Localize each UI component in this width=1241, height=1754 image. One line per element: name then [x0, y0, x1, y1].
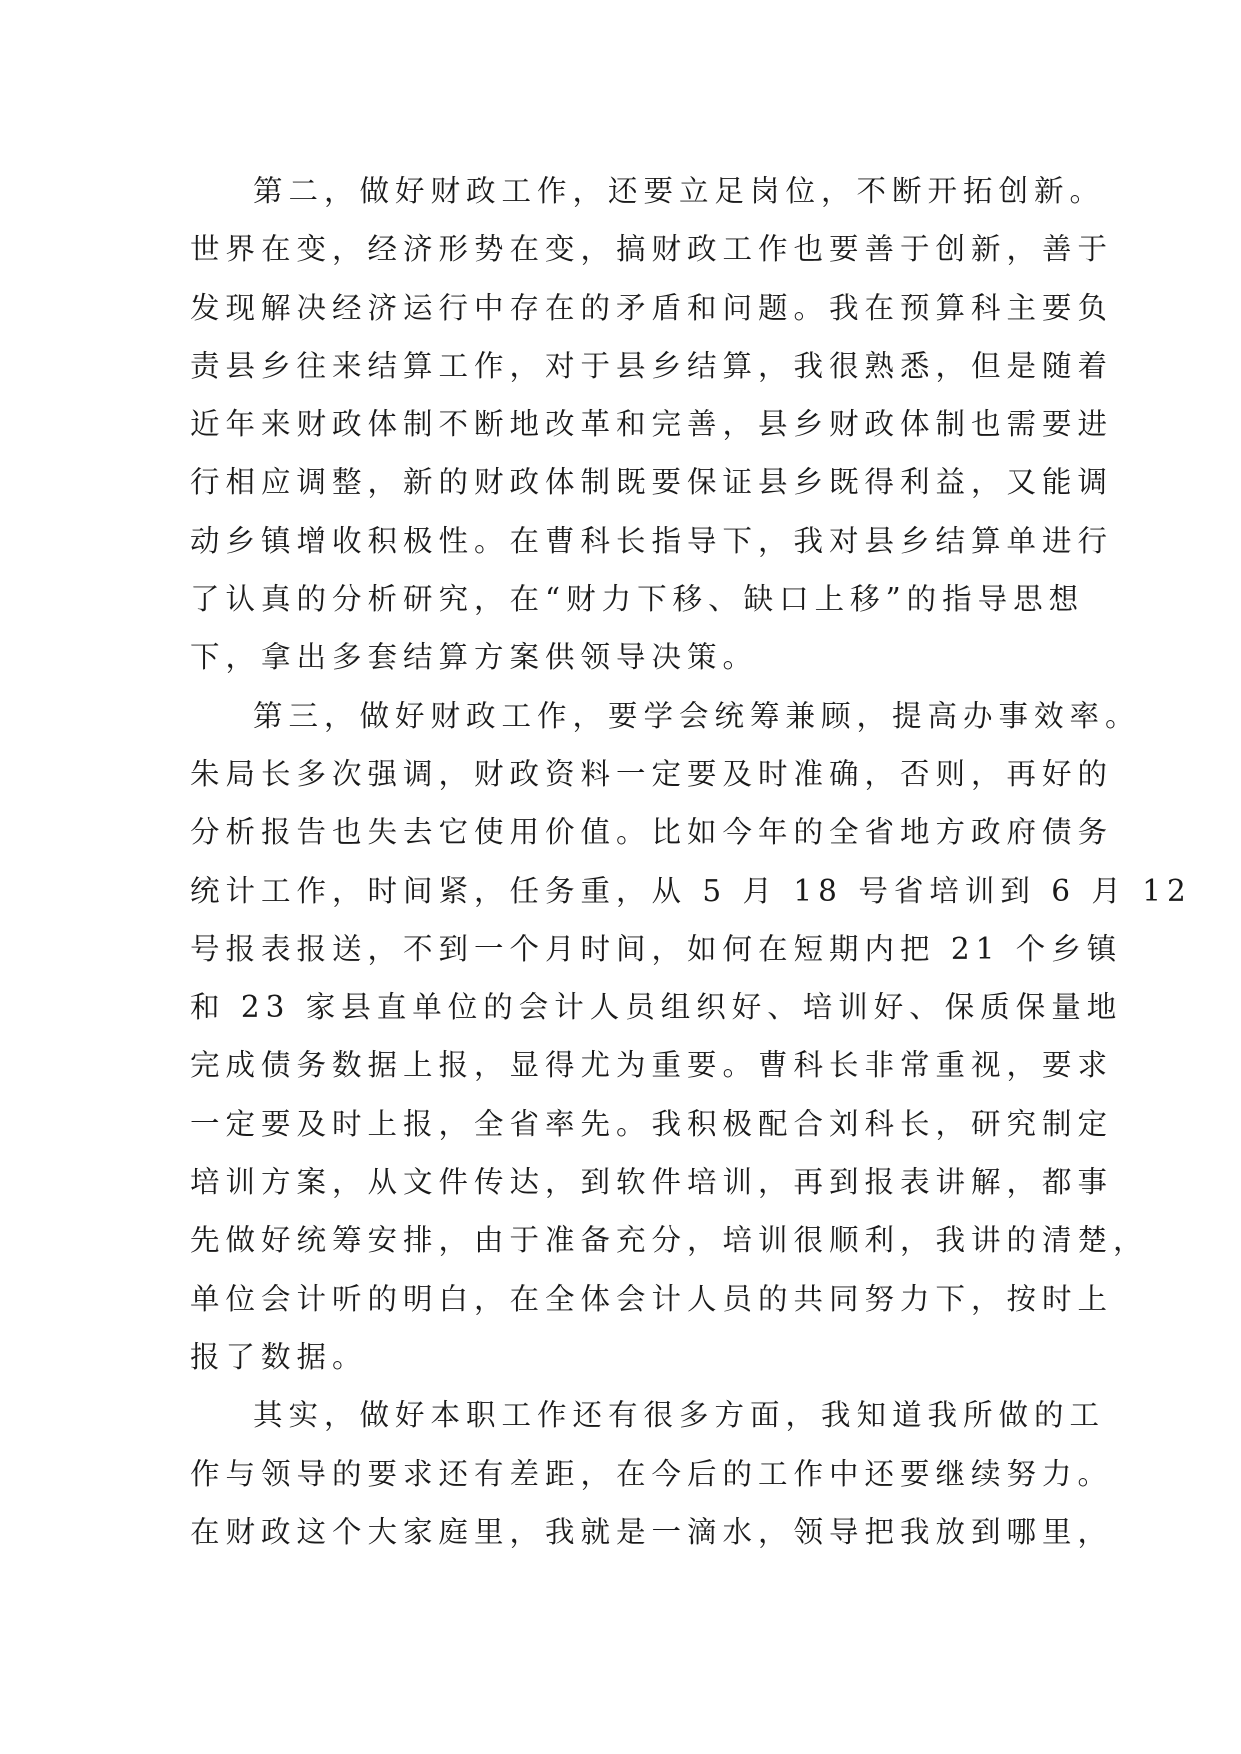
paragraph-3-line-5: 号报表报送，不到一个月时间，如何在短期内把 21 个乡镇: [190, 931, 1123, 966]
paragraph-3-line-7: 完成债务数据上报，显得尤为重要。曹科长非常重视，要求: [190, 1048, 1114, 1083]
paragraph-4-line-1: 其实，做好本职工作还有很多方面，我知道我所做的工: [253, 1398, 1106, 1433]
paragraph-4-line-2: 作与领导的要求还有差距，在今后的工作中还要继续努力。: [190, 1456, 1114, 1491]
paragraph-2-line-6: 行相应调整，新的财政体制既要保证县乡既得利益，又能调: [190, 465, 1114, 500]
paragraph-2-line-2: 世界在变，经济形势在变，搞财政工作也要善于创新，善于: [190, 232, 1114, 267]
body-text: [190, 162, 1192, 1561]
paragraph-3-line-12: 报了数据。: [190, 1339, 368, 1374]
paragraph-2-line-4: 责县乡往来结算工作，对于县乡结算，我很熟悉，但是随着: [190, 348, 1114, 383]
paragraph-2-line-1: 第二，做好财政工作，还要立足岗位，不断开拓创新。: [253, 174, 1106, 208]
paragraph-3-line-10: 先做好统筹安排，由于准备充分，培训很顺利，我讲的清楚，: [190, 1223, 1149, 1258]
paragraph-2-line-5: 近年来财政体制不断地改革和完善，县乡财政体制也需要进: [190, 407, 1114, 442]
paragraph-3-line-2: 朱局长多次强调，财政资料一定要及时准确，否则，再好的: [190, 756, 1114, 791]
paragraph-2-line-7: 动乡镇增收积极性。在曹科长指导下，我对县乡结算单进行: [190, 523, 1114, 558]
paragraph-4-line-3: 在财政这个大家庭里，我就是一滴水，领导把我放到哪里，: [190, 1514, 1114, 1549]
paragraph-3-line-9: 培训方案，从文件传达，到软件培训，再到报表讲解，都事: [190, 1165, 1114, 1200]
paragraph-3-line-4: 统计工作，时间紧，任务重，从 5 月 18 号省培训到 6 月 12: [190, 873, 1192, 908]
paragraph-3-line-11: 单位会计听的明白，在全体会计人员的共同努力下，按时上: [190, 1281, 1114, 1316]
paragraph-2-line-3: 发现解决经济运行中存在的矛盾和问题。我在预算科主要负: [190, 290, 1114, 325]
paragraph-3-line-8: 一定要及时上报，全省率先。我积极配合刘科长，研究制定: [190, 1106, 1114, 1141]
paragraph-2-line-8: 了认真的分析研究，在“财力下移、缺口上移”的指导思想: [190, 582, 1085, 617]
paragraph-2-line-9: 下，拿出多套结算方案供领导决策。: [190, 640, 759, 675]
paragraph-3-line-1: 第三，做好财政工作，要学会统筹兼顾，提高办事效率。: [253, 698, 1141, 733]
paragraph-3-line-3: 分析报告也失去它使用价值。比如今年的全省地方政府债务: [190, 815, 1114, 850]
paragraph-3-line-6: 和 23 家县直单位的会计人员组织好、培训好、保质保量地: [190, 990, 1123, 1025]
